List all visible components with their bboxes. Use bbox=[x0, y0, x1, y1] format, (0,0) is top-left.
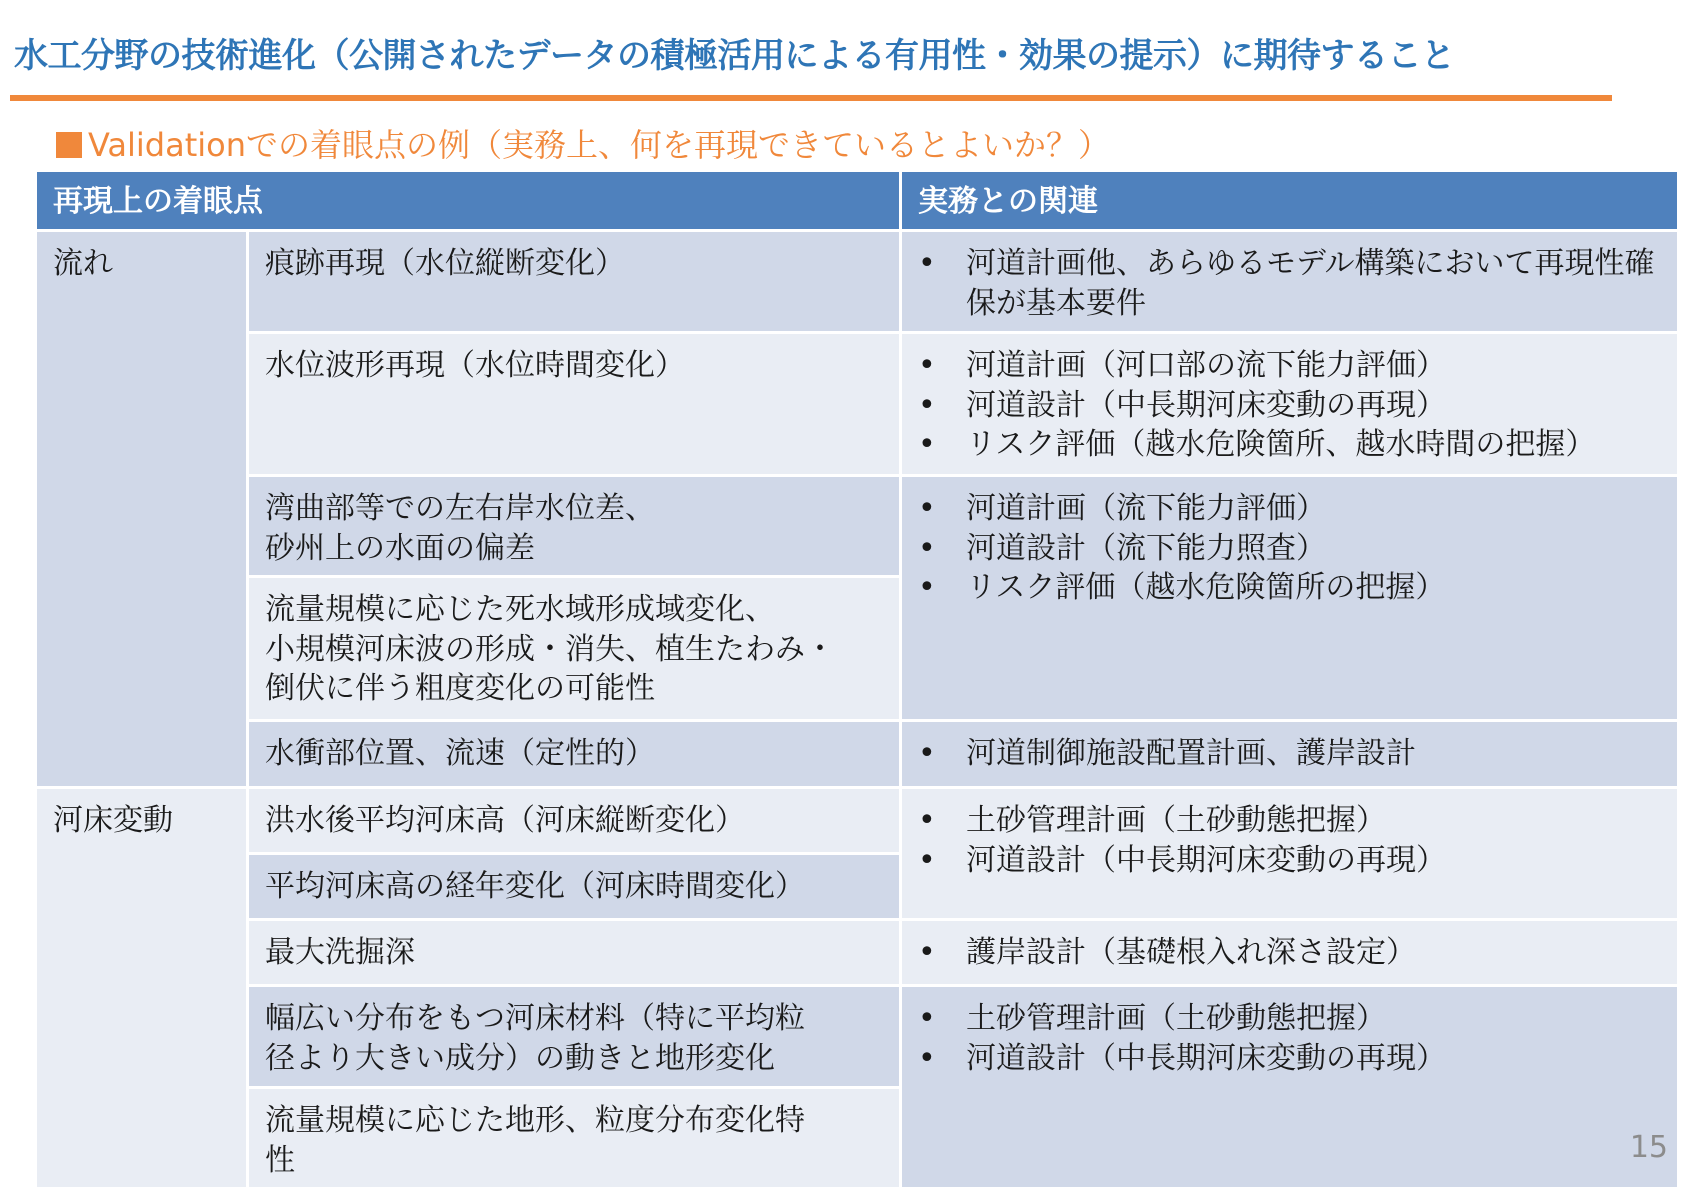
relation-cell bbox=[902, 477, 1677, 719]
relation-cell bbox=[902, 921, 1677, 984]
relation-item: • リスク評価（越水危険箇所、越水時間の把握） bbox=[918, 425, 1661, 465]
relation-item: • 土砂管理計画（土砂動態把握） bbox=[918, 801, 1661, 841]
table-header-relation: 実務との関連 bbox=[902, 172, 1677, 229]
table-item: 水位波形再現（水位時間変化） bbox=[249, 334, 899, 474]
table-item: 洪水後平均河床高（河床縦断変化） bbox=[249, 789, 899, 852]
relation-item: • 河道設計（中長期河床変動の再現） bbox=[918, 1039, 1661, 1079]
square-bullet-icon bbox=[56, 132, 82, 158]
validation-table bbox=[37, 172, 1671, 1178]
table-item: 痕跡再現（水位縦断変化） bbox=[249, 232, 899, 331]
table-item: 水衝部位置、流速（定性的） bbox=[249, 722, 899, 786]
category-bed-change: 河床変動 bbox=[37, 789, 246, 1187]
table-item: 平均河床高の経年変化（河床時間変化） bbox=[249, 855, 899, 918]
relation-item: • 護岸設計（基礎根入れ深さ設定） bbox=[918, 933, 1661, 973]
relation-item: • 河道計画他、あらゆるモデル構築において再現性確保が基本要件 bbox=[918, 244, 1661, 323]
table-header-viewpoint: 再現上の着眼点 bbox=[37, 172, 899, 229]
relation-cell bbox=[902, 334, 1677, 474]
title-divider bbox=[10, 95, 1612, 101]
table-item: 湾曲部等での左右岸水位差、 砂州上の水面の偏差 bbox=[249, 477, 899, 575]
relation-item: • 河道設計（中長期河床変動の再現） bbox=[918, 841, 1661, 881]
slide-title: 水工分野の技術進化（公開されたデータの積極活用による有用性・効果の提示）に期待すること bbox=[14, 36, 1455, 76]
table-item: 流量規模に応じた死水域形成域変化、 小規模河床波の形成・消失、植生たわみ・ 倒伏に伴う粗度変化の可能性 bbox=[249, 578, 899, 719]
relation-item: • 河道制御施設配置計画、護岸設計 bbox=[918, 734, 1661, 774]
subtitle bbox=[56, 120, 1110, 166]
relation-item: • 河道設計（流下能力照査） bbox=[918, 529, 1661, 569]
relation-cell bbox=[902, 987, 1677, 1187]
table-item: 幅広い分布をもつ河床材料（特に平均粒 径より大きい成分）の動きと地形変化 bbox=[249, 987, 899, 1086]
relation-cell bbox=[902, 789, 1677, 918]
relation-item: • 河道計画（流下能力評価） bbox=[918, 489, 1661, 529]
relation-item: • 土砂管理計画（土砂動態把握） bbox=[918, 999, 1661, 1039]
table-item: 流量規模に応じた地形、粒度分布変化特 性 bbox=[249, 1089, 899, 1187]
category-flow: 流れ bbox=[37, 232, 246, 786]
relation-item: • 河道計画（河口部の流下能力評価） bbox=[918, 346, 1661, 386]
relation-cell bbox=[902, 232, 1677, 331]
page-number: 15 bbox=[1629, 1130, 1668, 1165]
relation-cell bbox=[902, 722, 1677, 786]
subtitle-text: Validationでの着眼点の例（実務上、何を再現できているとよいか？） bbox=[88, 126, 1111, 164]
table-item: 最大洗掘深 bbox=[249, 921, 899, 984]
relation-item: • 河道設計（中長期河床変動の再現） bbox=[918, 386, 1661, 426]
relation-item: • リスク評価（越水危険箇所の把握） bbox=[918, 568, 1661, 608]
